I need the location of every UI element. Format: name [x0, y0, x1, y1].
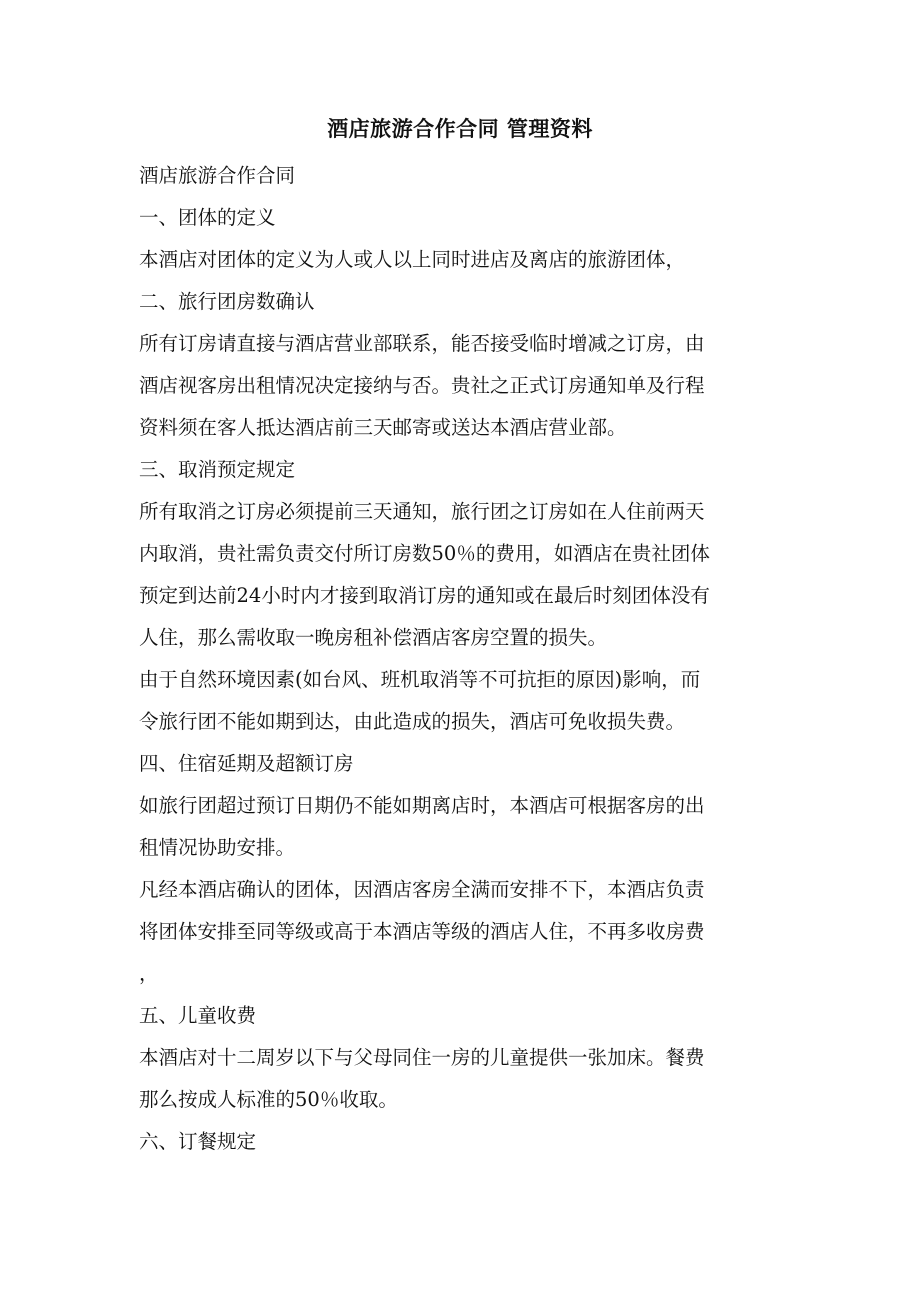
body-line: 令旅行团不能如期到达，由此造成的损失，酒店可免收损失费。	[139, 710, 686, 733]
body-line: 人住，那么需收取一晚房租补偿酒店客房空置的损失。	[139, 626, 608, 649]
body-line: ，	[139, 962, 159, 985]
body-line: 预定到达前24小时内才接到取消订房的通知或在最后时刻团体没有	[139, 584, 710, 607]
body-line: 酒店旅游合作合同	[139, 164, 296, 187]
body-line: 由于自然环境因素(如台风、班机取消等不可抗拒的原因)影响，而	[139, 668, 701, 691]
body-line: 所有订房请直接与酒店营业部联系，能否接受临时增减之订房，由	[139, 332, 705, 355]
body-line: 凡经本酒店确认的团体，因酒店客房全满而安排不下，本酒店负责	[139, 878, 705, 901]
body-line: 将团体安排至同等级或高于本酒店等级的酒店人住，不再多收房费	[139, 920, 705, 943]
document-title: 酒店旅游合作合同 管理资料	[327, 116, 593, 141]
section-heading: 四、住宿延期及超额订房	[139, 752, 354, 775]
body-line: 如旅行团超过预订日期仍不能如期离店时，本酒店可根据客房的出	[139, 794, 705, 817]
body-line: 资料须在客人抵达酒店前三天邮寄或送达本酒店营业部。	[139, 416, 627, 439]
section-heading: 五、儿童收费	[139, 1004, 257, 1027]
body-line: 所有取消之订房必须提前三天通知，旅行团之订房如在人住前两天	[139, 500, 705, 523]
body-line: 那么按成人标准的50％收取。	[139, 1088, 398, 1111]
body-line: 本酒店对团体的定义为人或人以上同时进店及离店的旅游团体，	[139, 248, 686, 271]
document-body	[139, 155, 779, 1163]
section-heading: 一、团体的定义	[139, 206, 276, 229]
body-line: 租情况协助安排。	[139, 836, 296, 859]
section-heading: 二、旅行团房数确认	[139, 290, 315, 313]
section-heading: 三、取消预定规定	[139, 458, 296, 481]
body-line: 酒店视客房出租情况决定接纳与否。贵社之正式订房通知单及行程	[139, 374, 705, 397]
body-line: 本酒店对十二周岁以下与父母同住一房的儿童提供一张加床。餐费	[139, 1046, 705, 1069]
body-line: 内取消，贵社需负责交付所订房数50％的费用，如酒店在贵社团体	[139, 542, 710, 565]
section-heading: 六、订餐规定	[139, 1130, 257, 1153]
